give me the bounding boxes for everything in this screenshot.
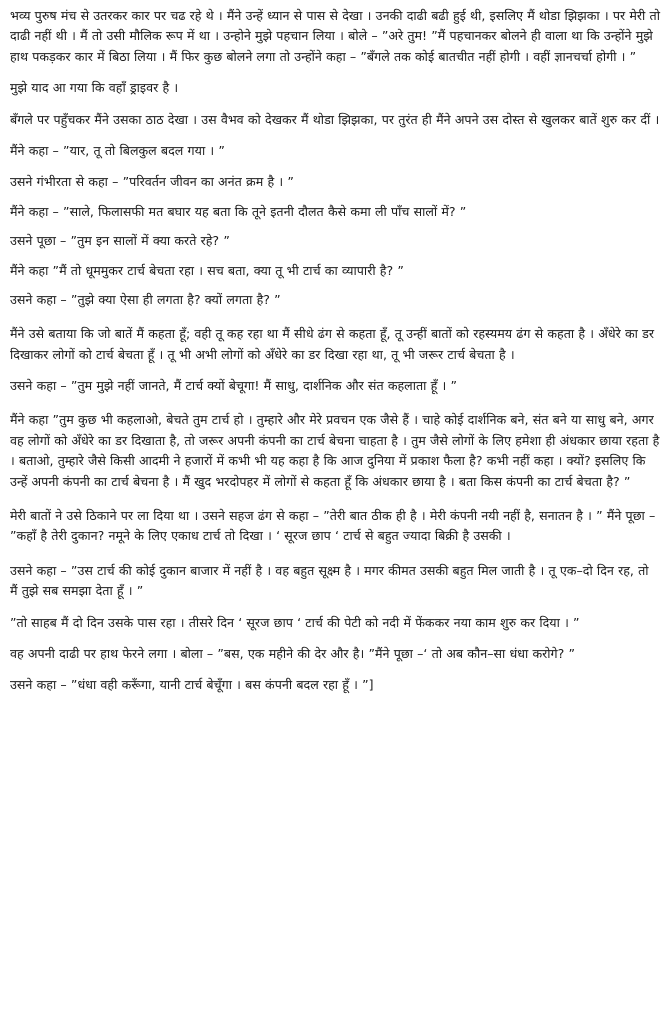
paragraph: उसने कहा – ”तुम मुझे नहीं जानते, मैं टार्च क्यों बेचूगा! मैं साधु, दार्शनिक और संत कहलाता हूँ । ” — [10, 378, 458, 394]
paragraph: उसने पूछा – ”तुम इन सालों में क्या करते रहे? ” — [10, 233, 230, 249]
paragraph: मुझे याद आ गया कि वहाँ ड्राइवर है । — [10, 80, 179, 96]
paragraph: ”तो साहब मैं दो दिन उसके पास रहा । तीसरे दिन ‘ सूरज छाप ‘ टार्च की पेटी को नदी में फेंककर नया काम शुरु कर दिया । ” — [10, 614, 580, 630]
paragraph: वह अपनी दाढी पर हाथ फेरने लगा । बोला – ”बस, एक महीने की देर और है। ”मैंने पूछा –‘ तो अब कौन–सा धंधा करोगे? ” — [10, 645, 576, 661]
paragraph: मैंने उसे बताया कि जो बातें मैं कहता हूँ; वही तू कह रहा था मैं सीधे ढंग से कहता हूँ, तू उन्हीं बातों को रहस्यमय ढंग से कहता है । अँधेरे का डर दिखाकर लोगों को टार्च बेचता हूँ । तू भी अभी लोगों को अँधेरे का डर दिखा रहा था, तू भी जरूर टार्च बेचता है । — [10, 326, 654, 362]
paragraph: उसने कहा – ”उस टार्च की कोई दुकान बाजार में नहीं है । वह बहुत सूक्ष्म है । मगर कीमत उसकी बहुत मिल जाती है । तू एक–दो दिन रह, तो मैं तुझे सब समझा देता हूँ । ” — [10, 562, 649, 599]
paragraph: बँगले पर पहुँचकर मैंने उसका ठाठ देखा । उस वैभव को देखकर मैं थोडा झिझका, पर तुरंत ही मैंने अपने उस दोस्त से खुलकर बातें शुरु कर दीं । — [10, 111, 660, 127]
paragraph: उसने गंभीरता से कहा – ”परिवर्तन जीवन का अनंत क्रम है । ” — [10, 174, 294, 190]
paragraph: उसने कहा – ”तुझे क्या ऐसा ही लगता है? क्यों लगता है? ” — [10, 291, 281, 307]
paragraph: मैंने कहा ”मैं तो धूममुकर टार्च बेचता रहा । सच बता, क्या तू भी टार्च का व्यापारी है? ” — [10, 262, 404, 278]
paragraph: मैंने कहा ”तुम कुछ भी कहलाओ, बेचते तुम टार्च हो । तुम्हारे और मेरे प्रवचन एक जैसे हैं । चाहे कोई दार्शनिक बने, संत बने या साधु बने, अगर वह लोगों को अँधेरे का डर दिखाता है, तो जरूर अपनी कंपनी का टार्च बेचना चाहता है । तुम जैसे लोगों के लिए हमेशा ही अंधकार छाया रहता है । बताओ, तुम्हारे जैसे किसी आदमी ने हजारों में कभी भी यह कहा है कि आज दुनिया में प्रकाश फैला है? कभी नहीं कहा । क्यों? इसलिए कि उन्हें अपनी कंपनी का टार्च बेचना है । मैं खुद भरदोपहर में लोगों से कहता हूँ कि अंधकार छाया है । बता किस कंपनी का टार्च बेचता है? ” — [10, 412, 660, 489]
paragraph: मैंने कहा – ”साले, फिलासफी मत बघार यह बता कि तूने इतनी दौलत कैसे कमा ली पाँच सालों में? ” — [10, 203, 467, 219]
paragraph: मेरी बातों ने उसे ठिकाने पर ला दिया था । उसने सहज ढंग से कहा – ”तेरी बात ठीक ही है । मेरी कंपनी नयी नहीं है, सनातन है । ” मैंने पूछा – ”कहाँ है तेरी दुकान? नमूने के लिए एकाध टार्च तो दिखा । ‘ सूरज छाप ‘ टार्च से बहुत ज्यादा बिक्री है उसकी । — [10, 508, 656, 544]
paragraph: उसने कहा – ”धंधा वही करूँगा, यानी टार्च बेचूँगा । बस कंपनी बदल रहा हूँ । ”] — [10, 677, 374, 693]
paragraph: मैंने कहा – ”यार, तू तो बिलकुल बदल गया । ” — [10, 142, 225, 158]
paragraph: भव्य पुरुष मंच से उतरकर कार पर चढ रहे थे । मैंने उन्हें ध्यान से पास से देखा । उनकी दाढी बढी हुई थी, इसलिए मैं थोडा झिझका । पर मेरी तो दाढी नहीं थी । मैं तो उसी मौलिक रूप में था । उन्होने मुझे पहचान लिया । बोले – ”अरे तुम! ”मैं पहचानकर बोलने ही वाला था कि उन्होंने मुझे हाथ पकड़कर कार में बिठा लिया । मैं फिर कुछ बोलने लगा तो उन्होंने कहा – ”बँगले तक कोई बातचीत नहीं होगी । वहीं ज्ञानचर्चा होगी । ” — [10, 8, 660, 64]
